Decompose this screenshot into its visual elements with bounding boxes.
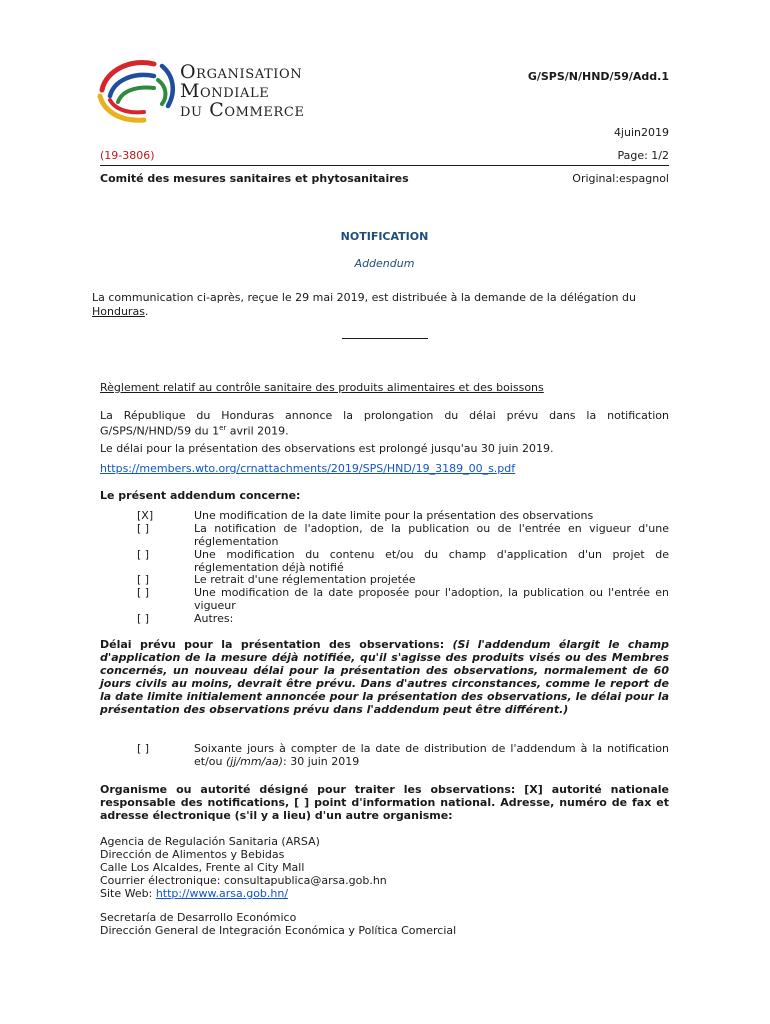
prolongation-paragraph [100,409,669,438]
delay-label: Délai prévu pour la présentation des observations: [100,638,445,651]
document-number: (19-3806) [100,149,155,162]
agency-web-line [100,887,387,900]
org-line-2: Mondiale [180,80,270,102]
secretariat-line: Dirección General de Integración Económica y Política Comercial [100,924,457,937]
intro-country: Honduras [92,305,145,318]
prolongation-text-b: avril 2019. [226,424,289,438]
checklist-mark: [ ] [137,573,150,586]
checklist-mark: [ ] [137,548,150,561]
page-indicator: Page: 1/2 [617,149,669,162]
document-symbol: G/SPS/N/HND/59/Add.1 [527,70,669,83]
delay-note: (Si l'addendum élargit le champ d'application de la mesure déjà notifiée, qu'il s'agisse des produits visés ou des Membres concernés, un nouveau délai pour la présentation des observations, normalement de 60 jours civils au moins, devrait être prévu. Dans d'autres circonstances, comme le report de la date limite initialement annoncée pour la présentation des observations, le délai pour la présentation des observations prévu dans l'addendum peut être différent.) [100,638,669,716]
sixty-days-format: (jj/mm/aa) [226,755,284,768]
agency-line: Calle Los Alcaldes, Frente al City Mall [100,861,305,874]
committee-name: Comité des mesures sanitaires et phytosanitaires [100,172,409,185]
checklist-mark: [ ] [137,586,150,599]
addendum-subtitle: Addendum [354,257,415,270]
sixty-days-b: : 30 juin 2019 [283,755,360,768]
regulation-title: Règlement relatif au contrôle sanitaire des produits alimentaires et des boissons [100,381,544,394]
checklist-item: Le retrait d'une réglementation projetée [194,573,416,586]
agency-web-link[interactable]: http://www.arsa.gob.hn/ [155,887,289,900]
agency-address [100,835,387,900]
checklist-item: La notification de l'adoption, de la publication ou de l'entrée en vigueur d'une réglementation [194,522,669,548]
sixty-days-a: Soixante jours à compter de la date de distribution de l'addendum à la notification et/ou [194,742,669,768]
deadline-paragraph: Le délai pour la présentation des observations est prolongé jusqu'au 30 juin 2019. [100,442,554,455]
agency-web-label: Site Web: [100,887,156,900]
prolongation-text-a: La République du Honduras annonce la prolongation du délai prévu dans la notification G/SPS/N/HND/59 du 1 [100,409,669,438]
wto-logo-icon [92,56,182,126]
org-name [180,63,305,120]
document-date: 4juin2019 [613,126,669,139]
sixty-days-mark: [ ] [137,742,150,755]
intro-end: . [144,305,149,318]
org-line-1: Organisation [180,61,303,83]
original-language: Original:espagnol [572,172,669,185]
notification-title: NOTIFICATION [340,230,429,243]
checklist-mark: [ ] [137,522,150,535]
secretariat-line: Secretaría de Desarrollo Económico [100,911,297,924]
checklist-item: Une modification de la date limite pour la présentation des observations [194,509,594,522]
prolongation-sup: er [219,424,227,432]
intro-paragraph [92,291,677,319]
authority-paragraph: Organisme ou autorité désigné pour traiter les observations: [X] autorité nationale responsable des notifications, [ ] point d'information national. Adresse, numéro de fax et adresse électronique (s'il y a lieu) d'un autre organisme: [100,783,669,822]
attachment-link-wrap [100,462,669,475]
header-divider [100,165,669,166]
agency-line: Agencia de Regulación Sanitaria (ARSA) [100,835,320,848]
concerns-label: Le présent addendum concerne: [100,489,301,502]
sixty-days-text [194,742,669,768]
checklist-item: Une modification de la date proposée pour l'adoption, la publication ou l'entrée en vigueur [194,586,669,612]
attachment-link[interactable]: https://members.wto.org/crnattachments/2019/SPS/HND/19_3189_00_s.pdf [100,462,516,475]
org-line-3: du Commerce [180,99,305,121]
checklist-item: Une modification du contenu et/ou du champ d'application d'un projet de réglementation déjà notifié [194,548,669,574]
agency-email: Courrier électronique: consultapublica@arsa.gob.hn [100,874,387,887]
checklist-mark: [X] [137,509,154,522]
comment-delay-paragraph [100,638,669,716]
secretariat-address [100,911,456,937]
intro-text: La communication ci-après, reçue le 29 mai 2019, est distribuée à la demande de la délégation du [92,291,636,304]
agency-line: Dirección de Alimentos y Bebidas [100,848,285,861]
section-separator [342,338,428,339]
wto-logo [92,56,182,126]
checklist-item: Autres: [194,612,234,625]
checklist-mark: [ ] [137,612,150,625]
